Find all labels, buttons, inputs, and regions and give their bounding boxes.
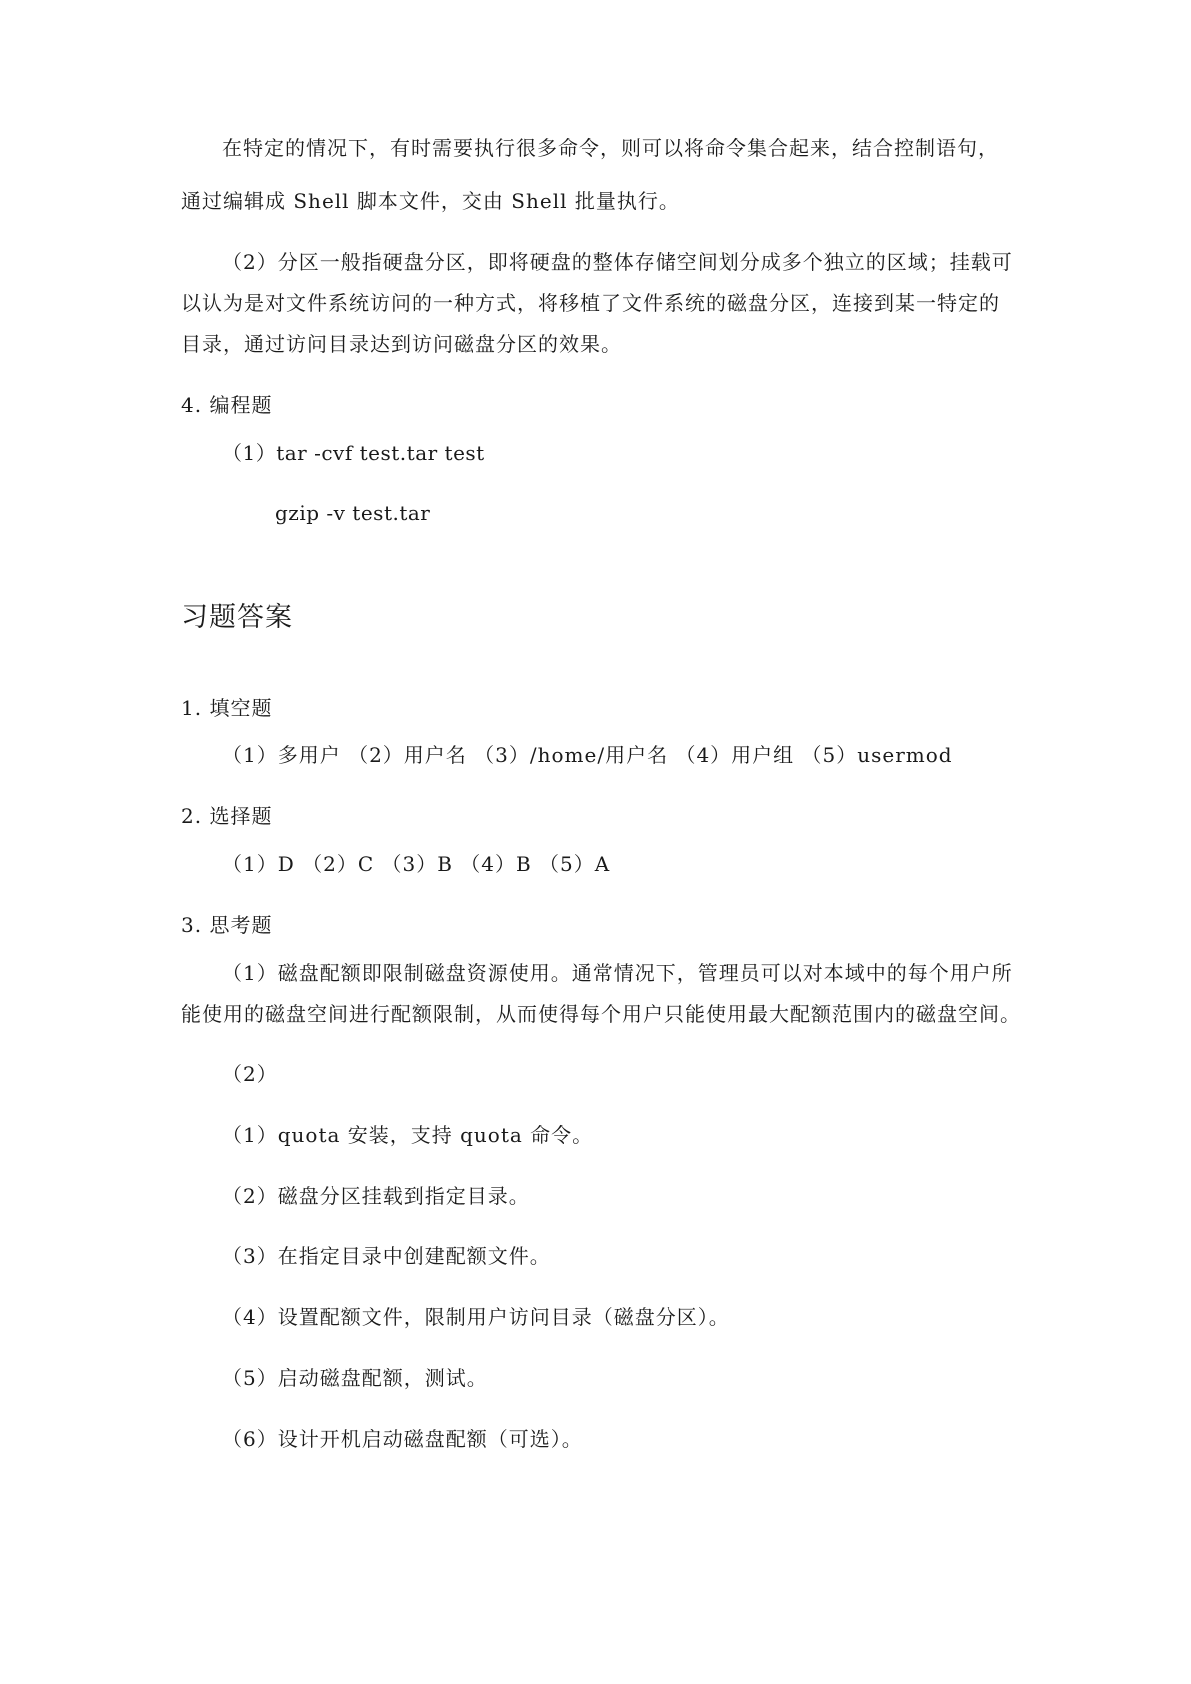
- partition-line-3: 目录，通过访问目录达到访问磁盘分区的效果。: [181, 332, 622, 356]
- thinking-line-2: 能使用的磁盘空间进行配额限制，从而使得每个用户只能使用最大配额范围内的磁盘空间。: [181, 1002, 1021, 1026]
- intro-line-2: 通过编辑成 Shell 脚本文件，交由 Shell 批量执行。: [181, 189, 680, 213]
- intro-line-1: 在特定的情况下，有时需要执行很多命令，则可以将命令集合起来，结合控制语句，: [222, 136, 999, 160]
- programming-command-1: （1）tar -cvf test.tar test: [222, 441, 485, 465]
- choice-content: （1）D （2）C （3）B （4）B （5）A: [222, 852, 611, 876]
- fill-content: （1）多用户 （2）用户名 （3）/home/用户名 （4）用户组 （5）usermod: [222, 743, 953, 767]
- step-3: （3）在指定目录中创建配额文件。: [222, 1244, 551, 1268]
- thinking-line-1: （1）磁盘配额即限制磁盘资源使用。通常情况下，管理员可以对本域中的每个用户所: [222, 961, 1013, 985]
- step-4: （4）设置配额文件，限制用户访问目录（磁盘分区）。: [222, 1305, 730, 1329]
- programming-command-2: gzip -v test.tar: [275, 501, 431, 525]
- fill-heading: 1. 填空题: [181, 696, 273, 720]
- partition-line-1: （2）分区一般指硬盘分区，即将硬盘的整体存储空间划分成多个独立的区域；挂载可: [222, 250, 1013, 274]
- partition-line-2: 以认为是对文件系统访问的一种方式，将移植了文件系统的磁盘分区，连接到某一特定的: [181, 291, 1000, 315]
- step-2: （2）磁盘分区挂载到指定目录。: [222, 1184, 530, 1208]
- step-1: （1）quota 安装，支持 quota 命令。: [222, 1123, 594, 1147]
- thinking-item-2: （2）: [222, 1062, 278, 1086]
- step-6: （6）设计开机启动磁盘配额（可选）。: [222, 1427, 583, 1451]
- choice-heading: 2. 选择题: [181, 804, 273, 828]
- thinking-heading: 3. 思考题: [181, 913, 273, 937]
- step-5: （5）启动磁盘配额，测试。: [222, 1366, 488, 1390]
- programming-heading: 4. 编程题: [181, 393, 273, 417]
- answers-title: 习题答案: [181, 602, 293, 633]
